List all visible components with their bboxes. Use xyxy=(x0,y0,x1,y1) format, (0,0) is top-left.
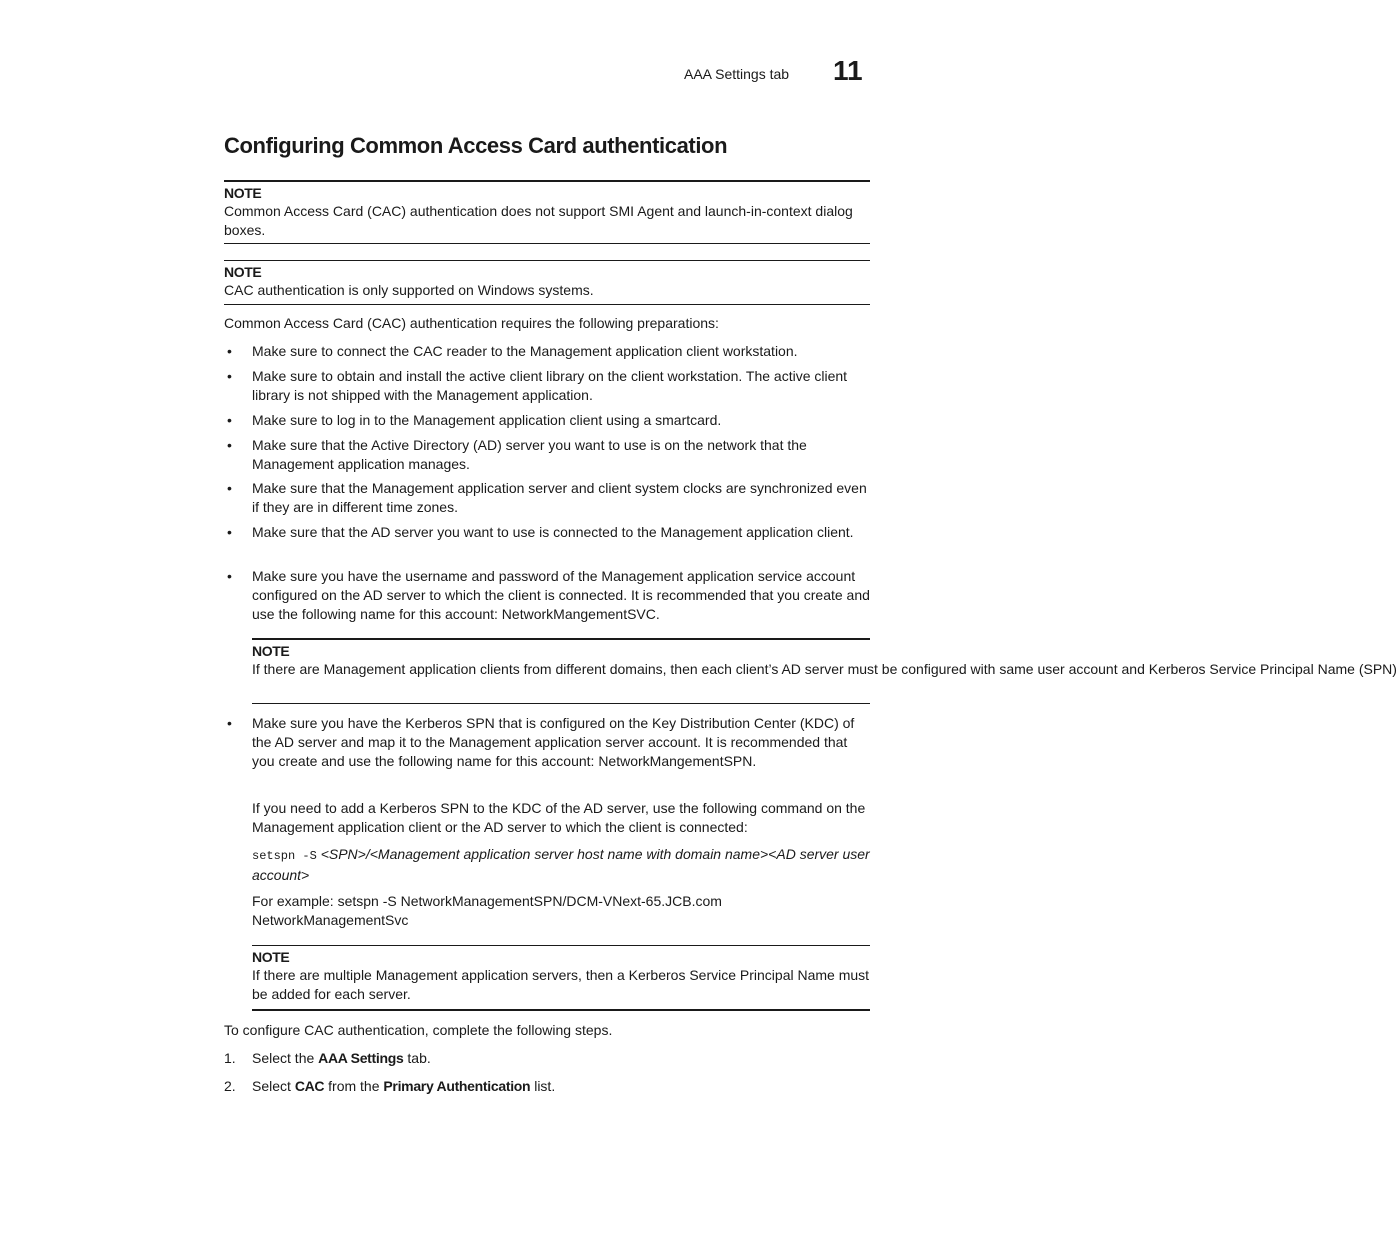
step-text-mid: tab. xyxy=(403,1050,431,1066)
list-item xyxy=(224,479,870,517)
step-item xyxy=(224,1077,870,1096)
list-item-text: Make sure you have the Kerberos SPN that is configured on the Key Distribution Center (KDC) of the AD server and map it to the Management application server account. It is recommended that you create and use the following name for this account: NetworkMangementSPN. xyxy=(252,715,855,769)
command-arguments: <SPN>/<Management application server host name with domain name><AD server user account> xyxy=(252,846,870,883)
note-text: CAC authentication is only supported on Windows systems. xyxy=(224,282,594,298)
ui-label-aaa-settings: AAA Settings xyxy=(318,1050,404,1066)
step-text-post: list. xyxy=(530,1078,556,1094)
step-number: 2. xyxy=(224,1078,236,1094)
note-label: NOTE xyxy=(224,264,262,280)
bullet-dot: • xyxy=(227,480,232,496)
note-windows-only xyxy=(224,260,870,305)
note-label: NOTE xyxy=(252,949,290,965)
note-text: If there are Management application clients from different domains, then each client’s AD server must be configured with same user account and Kerberos Service Principal Name (SPN) xyxy=(252,661,1397,677)
step-text-pre: Select the xyxy=(252,1050,319,1066)
step-text-mid: from the xyxy=(324,1078,384,1094)
step-number: 1. xyxy=(224,1050,236,1066)
step-text xyxy=(252,1077,870,1096)
list-item-text: Make sure to log in to the Management application client using a smartcard. xyxy=(252,412,722,428)
list-item xyxy=(224,367,870,405)
note-multiple-domains xyxy=(252,638,1397,704)
section-heading: Configuring Common Access Card authentication xyxy=(224,133,728,158)
note-label: NOTE xyxy=(252,643,290,659)
list-item xyxy=(224,714,870,771)
step-item xyxy=(224,1049,870,1068)
list-item xyxy=(224,411,870,430)
bullet-dot: • xyxy=(227,524,232,540)
chapter-number: 11 xyxy=(833,55,863,86)
kdc-paragraph: If you need to add a Kerberos SPN to the KDC of the AD server, use the following command on the Management application client or the AD server to which the client is connected: xyxy=(252,800,866,835)
step-text xyxy=(252,1049,870,1068)
list-item xyxy=(224,342,870,361)
example-paragraph: For example: setspn -S NetworkManagementSPN/DCM-VNext-65.JCB.com NetworkManagementSvc xyxy=(252,893,722,928)
note-text: If there are multiple Management application servers, then a Kerberos Service Principal Name must be added for each server. xyxy=(252,967,870,1002)
list-item xyxy=(224,567,870,624)
bullet-dot: • xyxy=(227,412,232,428)
note-label: NOTE xyxy=(224,185,262,201)
ui-label-primary-authentication: Primary Authentication xyxy=(383,1078,531,1094)
bullet-dot: • xyxy=(227,343,232,359)
list-item-text: Make sure that the AD server you want to use is connected to the Management application client. xyxy=(252,524,854,540)
list-item-text: Make sure that the Active Directory (AD) server you want to use is on the network that the Management application manages. xyxy=(252,437,807,472)
running-header-section: AAA Settings tab xyxy=(684,66,790,82)
list-item-text: Make sure to obtain and install the active client library on the client workstation. The active client library is not shipped with the Management application. xyxy=(252,368,848,403)
intro-paragraph: Common Access Card (CAC) authentication requires the following preparations: xyxy=(224,315,719,331)
command-keyword: setspn -S xyxy=(252,849,317,863)
bullet-dot: • xyxy=(227,368,232,384)
step-text-pre: Select xyxy=(252,1078,295,1094)
list-item-text: Make sure to connect the CAC reader to the Management application client workstation. xyxy=(252,343,798,359)
list-item xyxy=(224,523,870,542)
note-cac-smi xyxy=(224,180,870,244)
command-line xyxy=(252,845,870,885)
list-item-text: Make sure you have the username and password of the Management application service account configured on the AD server to which the client is connected. It is recommended that you create and use the following name for this account: NetworkMangementSVC. xyxy=(252,568,870,622)
list-item-text: Make sure that the Management application server and client system clocks are synchronized even if they are in different time zones. xyxy=(252,480,867,515)
bullet-dot: • xyxy=(227,715,232,731)
note-text: Common Access Card (CAC) authentication does not support SMI Agent and launch-in-context dialog boxes. xyxy=(224,203,853,238)
list-item xyxy=(224,436,870,474)
bullet-dot: • xyxy=(227,568,232,584)
steps-intro: To configure CAC authentication, complete the following steps. xyxy=(224,1022,613,1038)
ui-label-cac: CAC xyxy=(294,1078,325,1094)
note-multiple-servers xyxy=(252,945,870,1011)
bullet-dot: • xyxy=(227,437,232,453)
